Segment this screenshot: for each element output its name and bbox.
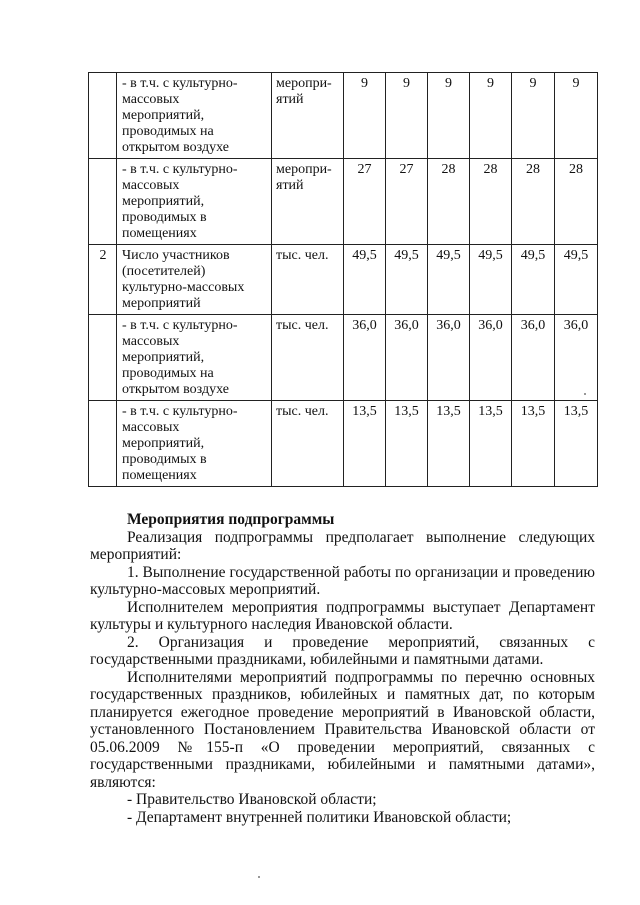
indicator-name-line: проводимых в xyxy=(122,210,207,225)
indicator-name-line: Число участников xyxy=(122,248,230,263)
indicator-name-cell xyxy=(117,245,272,315)
table-row xyxy=(89,159,598,245)
table-row xyxy=(89,401,598,487)
indicator-name-line: мероприятий xyxy=(122,296,201,311)
value-cell: 49,5 xyxy=(470,245,512,315)
indicator-name-line: мероприятий, xyxy=(122,194,205,209)
row-number-cell xyxy=(89,401,117,487)
indicators-table xyxy=(88,72,598,487)
indicator-name-line: массовых xyxy=(122,92,180,107)
item-1-paragraph: 1. Выполнение государственной работы по организации и проведению культурно-массовых мероприятий. xyxy=(90,563,595,598)
value-cell: 27 xyxy=(386,159,428,245)
indicator-name-line: открытом воздухе xyxy=(122,140,229,155)
unit-cell xyxy=(272,245,344,315)
value-cell: 49,5 xyxy=(428,245,470,315)
unit-cell xyxy=(272,73,344,159)
indicator-name-line: проводимых в xyxy=(122,452,207,467)
list-item: - Департамент внутренней политики Ивановской области; xyxy=(127,808,512,826)
unit-cell xyxy=(272,315,344,401)
item-2-executors-paragraph: Исполнителями мероприятий подпрограммы по перечню основных государственных праздников, юбилейных и памятных дат, по которым планируется ежегодное проведение мероприятий в Ивановской области, установленного Постановлением Правительства Ивановской области от 05.06.2009 №155-п «О проведении мероприятий, связанных с государственными праздниками, юбилейными и памятными датами», являются: xyxy=(90,668,595,791)
value-cell: 36,0 xyxy=(386,315,428,401)
value-cell: 28 xyxy=(555,159,598,245)
value-cell: 36,0 xyxy=(428,315,470,401)
unit-line: тыс. чел. xyxy=(276,248,329,263)
item-2-paragraph: 2. Организация и проведение мероприятий, связанных с государственными праздниками, юбилейными и памятными датами. xyxy=(90,633,595,668)
value-cell: 49,5 xyxy=(512,245,555,315)
unit-line: меропри- xyxy=(276,162,332,177)
value-cell: 36,0 xyxy=(512,315,555,401)
value-cell: 9 xyxy=(512,73,555,159)
row-number-cell xyxy=(89,159,117,245)
value-cell: 36,0 xyxy=(344,315,386,401)
unit-cell xyxy=(272,401,344,487)
table-row xyxy=(89,73,598,159)
unit-line: меропри- xyxy=(276,76,332,91)
value-cell: 36,0 xyxy=(555,315,598,401)
intro-paragraph: Реализация подпрограммы предполагает выполнение следующих мероприятий: xyxy=(90,528,595,563)
value-cell: 28 xyxy=(428,159,470,245)
unit-cell xyxy=(272,159,344,245)
value-cell: 13,5 xyxy=(555,401,598,487)
indicator-name-line: - в т.ч. с культурно- xyxy=(122,162,238,177)
indicator-name-line: массовых xyxy=(122,178,180,193)
value-cell: 13,5 xyxy=(470,401,512,487)
indicator-name-cell xyxy=(117,73,272,159)
indicator-name-line: - в т.ч. с культурно- xyxy=(122,404,238,419)
table-row xyxy=(89,315,598,401)
value-cell: 9 xyxy=(470,73,512,159)
value-cell: 13,5 xyxy=(512,401,555,487)
value-cell: 9 xyxy=(386,73,428,159)
indicator-name-line: помещениях xyxy=(122,226,197,241)
item-1-executor-paragraph: Исполнителем мероприятия подпрограммы выступает Департамент культуры и культурного наследия Ивановской области. xyxy=(90,598,595,633)
list-item: - Правительство Ивановской области; xyxy=(127,791,377,808)
value-cell: 36,0 xyxy=(470,315,512,401)
indicator-name-line: - в т.ч. с культурно- xyxy=(122,318,238,333)
indicator-name-line: - в т.ч. с культурно- xyxy=(122,76,238,91)
indicator-name-cell xyxy=(117,401,272,487)
indicator-name-line: мероприятий, xyxy=(122,436,205,451)
indicators-table-body xyxy=(89,73,598,487)
value-cell: 49,5 xyxy=(386,245,428,315)
scan-speck xyxy=(258,876,260,878)
unit-line: тыс. чел. xyxy=(276,404,329,419)
value-cell: 13,5 xyxy=(428,401,470,487)
value-cell: 27 xyxy=(344,159,386,245)
indicator-name-line: массовых xyxy=(122,420,180,435)
row-number-cell: 2 xyxy=(89,245,117,315)
value-cell: 13,5 xyxy=(386,401,428,487)
indicator-name-line: (посетителей) xyxy=(122,264,206,279)
value-cell: 49,5 xyxy=(555,245,598,315)
indicator-name-line: мероприятий, xyxy=(122,108,205,123)
table-row xyxy=(89,245,598,315)
indicator-name-cell xyxy=(117,315,272,401)
indicator-name-line: проводимых на xyxy=(122,366,214,381)
indicator-name-line: проводимых на xyxy=(122,124,214,139)
value-cell: 9 xyxy=(428,73,470,159)
indicator-name-line: мероприятий, xyxy=(122,350,205,365)
value-cell: 9 xyxy=(555,73,598,159)
value-cell: 9 xyxy=(344,73,386,159)
indicator-name-line: массовых xyxy=(122,334,180,349)
value-cell: 28 xyxy=(470,159,512,245)
subprogram-text xyxy=(90,511,595,826)
scan-speck xyxy=(584,393,586,395)
indicator-name-line: открытом воздухе xyxy=(122,382,229,397)
indicator-name-line: культурно-массовых xyxy=(122,280,245,295)
row-number-cell xyxy=(89,315,117,401)
unit-line: тыс. чел. xyxy=(276,318,329,333)
value-cell: 49,5 xyxy=(344,245,386,315)
indicator-name-cell xyxy=(117,159,272,245)
value-cell: 13,5 xyxy=(344,401,386,487)
unit-line: ятий xyxy=(276,178,304,193)
indicator-name-line: помещениях xyxy=(122,468,197,483)
value-cell: 28 xyxy=(512,159,555,245)
section-heading: Мероприятия подпрограммы xyxy=(127,511,335,528)
unit-line: ятий xyxy=(276,92,304,107)
row-number-cell xyxy=(89,73,117,159)
